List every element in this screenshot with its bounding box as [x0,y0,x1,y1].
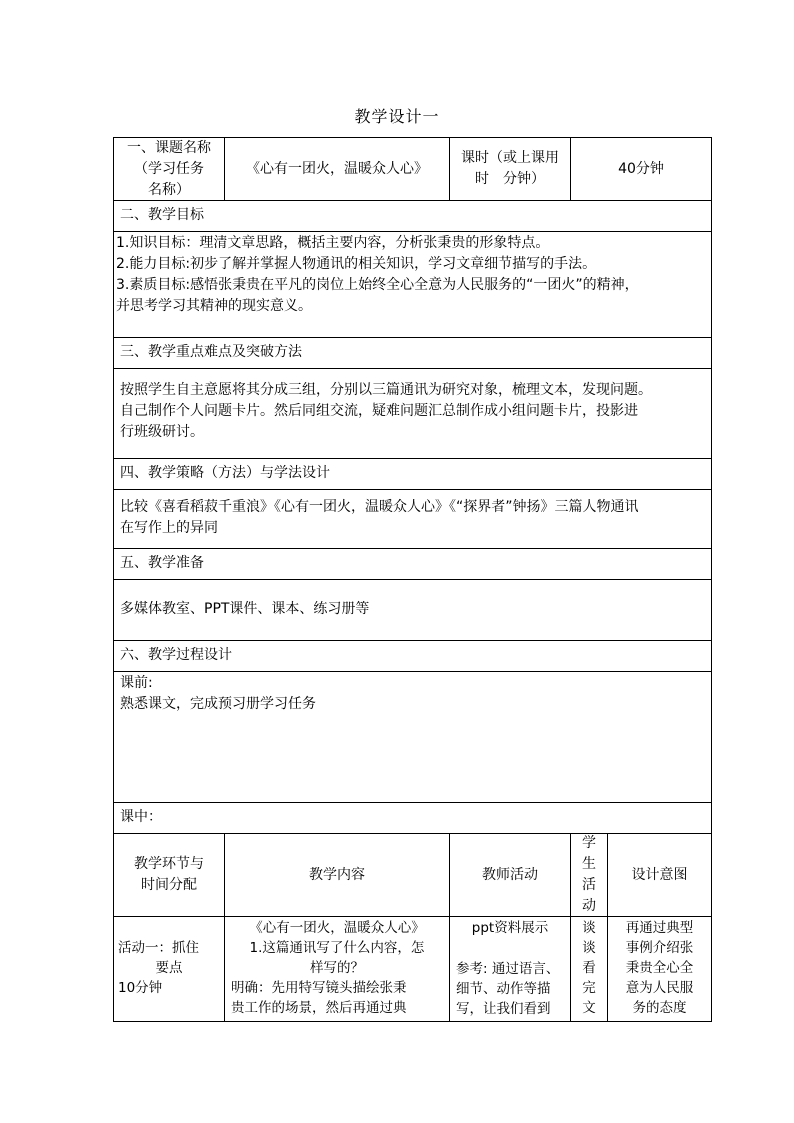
objective-line: 并思考学习其精神的现实意义。 [116,298,312,314]
row-content-line: 《心有一团火，温暖众人心》 [249,920,425,936]
strategy-line: 比较《喜看稻菽千重浪》《心有一团火，温暖众人心》《“探界者”钟扬》三篇人物通讯 [120,499,639,515]
keypoints-line: 行班级研讨。 [120,424,204,440]
row-content-line: 贵工作的场景，然后再通过典 [231,1000,407,1016]
header-stage-line: 时间分配 [141,877,197,893]
topic-label-line: （学习任务 [134,160,204,177]
row-student-char: 完 [582,980,596,996]
row-intent [608,917,711,1021]
preparation-text: 多媒体教室、PPT课件、课本、练习册等 [120,601,370,617]
objective-line: 2.能力目标:初步了解并掌握人物通讯的相关知识，学习文章细节描写的手法。 [116,256,597,272]
header-stage [114,834,224,916]
row-student-char: 谈 [582,920,596,936]
header-student-char: 学 [582,835,596,851]
objectives-heading: 二、教学目标 [120,207,204,223]
header-student-char: 动 [582,898,596,914]
row-student-char: 看 [582,960,596,976]
row-teacher-line: 写，让我们看到 [456,1001,551,1017]
keypoints-content [113,369,712,459]
objectives-content [113,232,712,338]
pre-class-block [113,672,712,803]
topic-row [113,137,712,201]
keypoints-heading: 三、教学重点难点及突破方法 [120,344,302,360]
header-intent: 设计意图 [631,866,688,883]
row-teacher-line: 细节、动作等描 [456,981,551,997]
objective-line: 1.知识目标：理清文章思路，概括主要内容，分析张秉贵的形象特点。 [116,235,550,251]
row-intent-line: 意为人民服 [625,980,694,996]
row-teacher-top: ppt资料展示 [471,920,549,936]
in-class-label: 课中： [120,809,162,825]
strategy-line: 在写作上的异同 [120,520,218,536]
row-intent-line: 务的态度 [632,1000,687,1016]
row-student-char: 文 [582,1000,596,1016]
row-stage [114,917,224,1021]
pre-class-content: 熟悉课文，完成预习册学习任务 [120,696,316,712]
section-heading-objectives [113,201,712,232]
row-stage-line: 活动一：抓住 [118,940,199,956]
row-intent-line: 事例介绍张 [625,940,694,956]
row-student [571,917,607,1021]
row-intent-line: 秉贵全心全 [625,960,694,976]
topic-label-line: 名称） [148,181,190,198]
header-content: 教学内容 [309,866,365,883]
process-heading: 六、教学过程设计 [120,647,232,663]
row-content-line: 样写的？ [310,960,364,976]
preparation-content [113,580,712,641]
section-heading-process [113,641,712,672]
row-content [225,917,449,1021]
in-class-block [113,803,712,834]
process-table-header [113,834,712,917]
row-content-line: 明确：先用特写镜头描绘张秉 [231,980,407,996]
strategy-heading: 四、教学策略（方法）与学法设计 [120,465,330,481]
row-student-char: 谈 [582,940,596,956]
topic-label-line: 一、课题名称 [127,139,211,156]
section-heading-preparation [113,549,712,580]
objective-line: 3.素质目标:感悟张秉贵在平凡的岗位上始终全心全意为人民服务的“一团火”的精神， [116,277,639,293]
row-teacher [450,917,570,1021]
row-intent-line: 再通过典型 [625,920,694,936]
topic-name-label [114,138,224,200]
strategy-content [113,490,712,549]
class-period-label [450,138,570,200]
row-content-line: 1.这篇通讯写了什么内容，怎 [249,940,425,956]
keypoints-line: 自己制作个人问题卡片。然后同组交流，疑难问题汇总制作成小组问题卡片，投影进 [120,403,638,419]
header-student-char: 活 [582,877,596,893]
row-stage-line: 10分钟 [118,980,163,996]
header-stage-line: 教学环节与 [134,856,204,872]
period-label-line: 课时（或上课用 [461,150,559,166]
section-heading-strategy [113,459,712,490]
pre-class-label: 课前: [120,675,153,691]
section-heading-keypoints [113,338,712,369]
keypoints-line: 按照学生自主意愿将其分成三组，分别以三篇通讯为研究对象，梳理文本，发现问题。 [120,382,652,398]
period-label-line: 时 分钟） [475,171,545,187]
row-teacher-line: 参考: 通过语言、 [456,961,560,977]
preparation-heading: 五、教学准备 [120,555,204,571]
header-student-char: 生 [582,856,596,872]
page-title: 教学设计一 [354,107,440,126]
process-table-row [113,917,712,1022]
header-student [571,834,607,916]
topic-title: 《心有一团火，温暖众人心》 [246,160,428,177]
header-teacher: 教师活动 [482,866,538,883]
class-period-value: 40分钟 [618,160,664,177]
row-stage-line: 要点 [155,960,183,976]
